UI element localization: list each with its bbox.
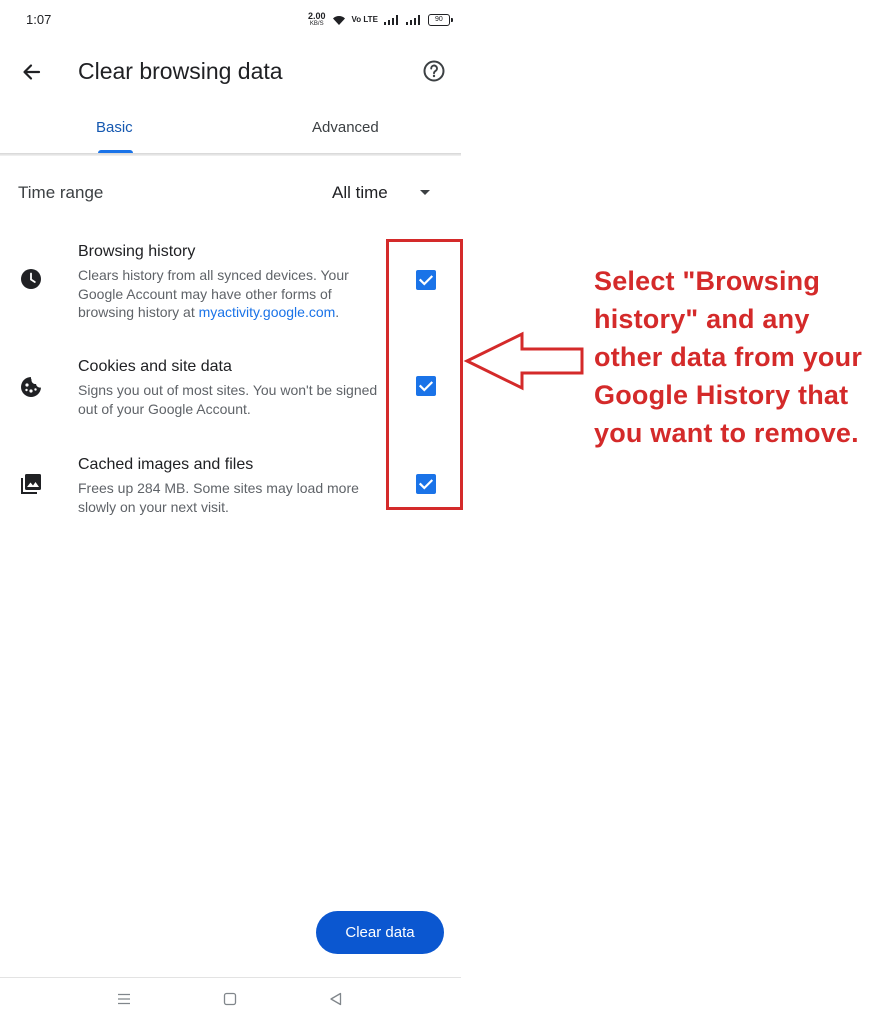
cookies-description: Signs you out of most sites. You won't be signed out of your Google Account. bbox=[78, 382, 378, 417]
battery-tip bbox=[451, 18, 453, 22]
wifi-icon bbox=[332, 15, 346, 26]
cached-images-description: Frees up 284 MB. Some sites may load more slowly on your next visit. bbox=[78, 480, 359, 515]
network-speed-unit: KB/S bbox=[309, 21, 324, 27]
cached-images-title: Cached images and files bbox=[78, 456, 254, 473]
home-icon[interactable] bbox=[221, 990, 239, 1008]
bottom-divider bbox=[0, 977, 461, 978]
annotation-line: you want to remove. bbox=[594, 418, 859, 448]
browsing-history-title: Browsing history bbox=[78, 243, 196, 260]
annotation-line: history" and any bbox=[594, 304, 810, 334]
annotation-arrow-icon bbox=[462, 330, 586, 392]
tab-basic[interactable]: Basic bbox=[96, 119, 133, 136]
battery-level: 90 bbox=[428, 14, 450, 26]
network-speed bbox=[308, 12, 326, 28]
myactivity-link[interactable]: myactivity.google.com bbox=[198, 304, 336, 320]
annotation-line: Select "Browsing bbox=[594, 266, 821, 296]
status-icons bbox=[308, 12, 453, 28]
clock-icon bbox=[18, 266, 44, 292]
battery-icon bbox=[428, 14, 453, 26]
signal-icon bbox=[384, 15, 400, 25]
clear-data-button[interactable]: Clear data bbox=[316, 911, 444, 954]
back-triangle-icon[interactable] bbox=[327, 990, 345, 1008]
cookies-title: Cookies and site data bbox=[78, 358, 232, 375]
annotation-line: Google History that bbox=[594, 380, 849, 410]
arrow-back-icon[interactable] bbox=[18, 58, 46, 86]
annotation-highlight-box bbox=[386, 239, 463, 510]
browsing-history-description bbox=[78, 266, 388, 322]
tab-advanced[interactable]: Advanced bbox=[312, 119, 379, 136]
status-time: 1:07 bbox=[26, 12, 52, 27]
time-range-select[interactable]: All time bbox=[332, 183, 388, 202]
network-speed-value: 2.00 bbox=[308, 11, 326, 21]
browsing-history-desc-end: . bbox=[335, 304, 340, 320]
annotation-text bbox=[594, 262, 872, 452]
time-range-label: Time range bbox=[18, 183, 104, 202]
page-title: Clear browsing data bbox=[78, 58, 283, 84]
help-circle-icon[interactable] bbox=[420, 57, 448, 85]
tab-divider bbox=[0, 153, 461, 156]
browsing-history-desc-text: Clears history from all synced devices. Your Google Account may have other forms of browsing history at bbox=[78, 267, 349, 320]
menu-icon[interactable] bbox=[115, 990, 133, 1008]
dropdown-arrow-icon[interactable] bbox=[420, 190, 430, 195]
cookie-icon bbox=[18, 374, 44, 400]
image-gallery-icon bbox=[18, 471, 44, 497]
volte-indicator: Vo LTE bbox=[351, 15, 378, 24]
signal-icon bbox=[406, 15, 422, 25]
annotation-line: other data from your bbox=[594, 342, 863, 372]
